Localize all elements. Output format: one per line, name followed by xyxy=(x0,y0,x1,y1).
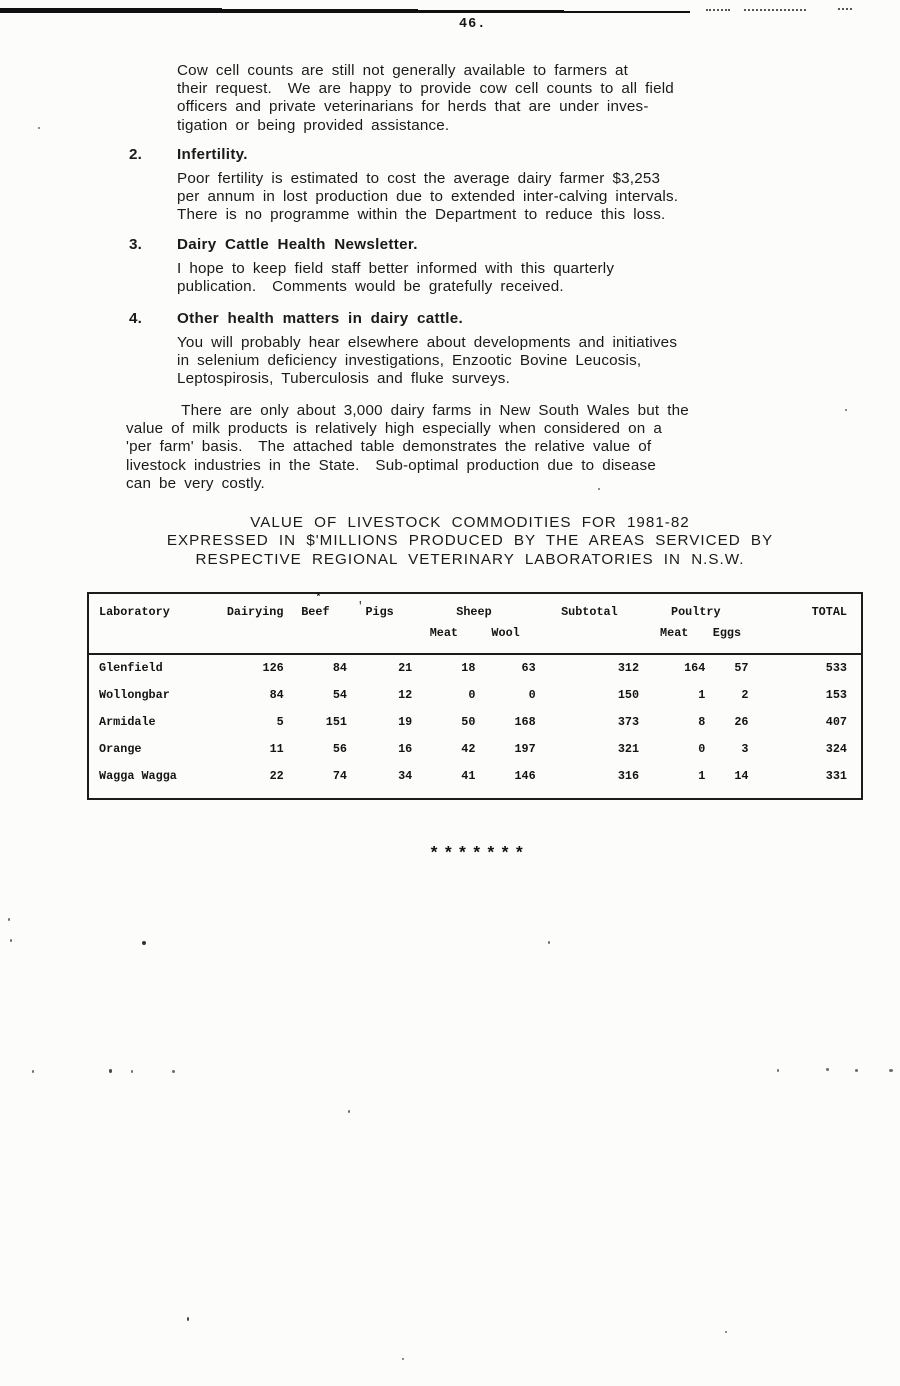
scan-speck xyxy=(777,1069,779,1072)
column-header-sheep: Sheep xyxy=(456,605,492,619)
section-heading: Infertility. xyxy=(177,146,248,163)
text-line: Poor fertility is estimated to cost the average dairy farmer $3,253 xyxy=(177,170,661,187)
value-cell: 3 xyxy=(741,741,749,756)
scan-speck xyxy=(402,1358,404,1360)
value-cell: 373 xyxy=(617,714,640,729)
section-heading: Other health matters in dairy cattle. xyxy=(177,310,463,327)
scan-speck xyxy=(187,1317,189,1321)
intro-paragraph xyxy=(177,62,674,135)
value-cell: 1 xyxy=(698,687,706,702)
scan-speck xyxy=(142,941,146,945)
scan-speck xyxy=(109,1069,112,1073)
value-cell: 153 xyxy=(825,687,847,702)
column-header-beef xyxy=(284,594,347,654)
value-cell: 16 xyxy=(398,741,413,756)
value-cell: 41 xyxy=(461,768,476,783)
scan-speck xyxy=(32,1070,34,1073)
value-cell: 84 xyxy=(269,687,284,702)
scan-speck xyxy=(10,939,12,942)
value-cell: 151 xyxy=(325,714,347,729)
value-cell: 316 xyxy=(617,768,640,783)
text-line: can be very costly. xyxy=(126,474,265,492)
text-line: officers and private veterinarians for herds that are under inves- xyxy=(177,98,649,116)
scan-bar-segment xyxy=(0,8,222,13)
text-line: RESPECTIVE REGIONAL VETERINARY LABORATORIES IN N.S.W. xyxy=(195,550,745,568)
value-cell: 407 xyxy=(825,714,847,729)
value-cell: 8 xyxy=(698,714,706,729)
text-line: EXPRESSED IN $'MILLIONS PRODUCED BY THE AREAS SERVICED BY xyxy=(166,532,774,550)
table-row xyxy=(89,681,861,708)
value-cell: 0 xyxy=(698,741,706,756)
scan-speck xyxy=(8,918,10,921)
section-number: 4. xyxy=(129,310,143,327)
value-cell: 42 xyxy=(461,741,476,756)
section-number: 3. xyxy=(129,236,143,253)
value-cell: 321 xyxy=(617,741,640,756)
scan-speck xyxy=(548,941,550,944)
value-cell: 324 xyxy=(825,741,847,756)
value-cell: 0 xyxy=(528,687,536,702)
column-header-sheep-meat: Meat xyxy=(429,626,459,640)
text-line: 'per farm' basis. The attached table demonstrates the relative value of xyxy=(126,438,652,456)
scan-bar-dash xyxy=(706,9,730,11)
scan-bar-segment xyxy=(414,10,564,13)
value-cell: 50 xyxy=(461,714,476,729)
value-cell: 1 xyxy=(698,768,706,783)
scan-speck xyxy=(172,1070,175,1073)
value-cell: 2 xyxy=(741,687,749,702)
value-cell: 18 xyxy=(461,661,476,675)
column-header-poultry-eggs: Eggs xyxy=(712,626,742,640)
livestock-value-table xyxy=(87,592,863,800)
column-header-dairying: Dairying xyxy=(226,605,284,619)
closing-paragraph xyxy=(126,402,689,493)
value-cell: 0 xyxy=(468,687,476,702)
laboratory-cell: Glenfield xyxy=(99,661,163,675)
value-cell: 19 xyxy=(398,714,413,729)
table-title xyxy=(40,514,900,569)
value-cell: 21 xyxy=(398,661,413,675)
laboratory-cell: Orange xyxy=(99,741,142,756)
scan-bar-dash xyxy=(744,9,806,11)
scan-stray-apostrophe: ' xyxy=(357,601,364,613)
scan-speck xyxy=(845,409,847,411)
value-cell: 11 xyxy=(269,741,284,756)
value-cell: 57 xyxy=(734,661,749,675)
value-cell: 12 xyxy=(398,687,413,702)
column-header-subtotal: Subtotal xyxy=(561,605,618,619)
table-row xyxy=(89,762,861,789)
value-cell: 63 xyxy=(521,661,536,675)
column-header-poultry-meat: Meat xyxy=(660,626,689,640)
text-line: There is no programme within the Department to reduce this loss. xyxy=(177,206,666,224)
asterisk-divider: ******* xyxy=(429,845,529,864)
text-line: per annum in lost production due to extended inter-calving intervals. xyxy=(177,188,679,206)
section-body xyxy=(177,170,678,225)
scan-speck xyxy=(725,1331,727,1333)
table-body xyxy=(89,654,861,789)
value-cell: 34 xyxy=(398,768,413,783)
text-line: Leptospirosis, Tuberculosis and fluke surveys. xyxy=(177,370,511,388)
text-line: their request. We are happy to provide cow cell counts to all field xyxy=(177,80,674,98)
column-header-pigs: Pigs xyxy=(365,605,394,619)
table-row xyxy=(89,708,861,735)
table-row xyxy=(89,735,861,762)
value-cell: 126 xyxy=(262,661,284,675)
text-line: VALUE OF LIVESTOCK COMMODITIES FOR 1981-82 xyxy=(250,514,690,531)
value-cell: 197 xyxy=(514,741,536,756)
beef-footnote-mark: * xyxy=(315,592,322,602)
column-header-beef-label: Beef xyxy=(301,605,330,619)
value-cell: 164 xyxy=(684,661,706,675)
value-cell: 533 xyxy=(825,661,847,675)
scan-bar-dash xyxy=(838,8,852,10)
scan-speck xyxy=(131,1070,133,1073)
value-cell: 56 xyxy=(332,741,347,756)
text-line: tigation or being provided assistance. xyxy=(177,116,450,134)
column-header-sheep-wool: Wool xyxy=(491,626,520,640)
value-cell: 54 xyxy=(332,687,347,702)
text-line: livestock industries in the State. Sub-optimal production due to disease xyxy=(126,456,656,474)
section-number: 2. xyxy=(129,146,143,163)
text-line: You will probably hear elsewhere about developments and initiatives xyxy=(177,334,678,351)
text-line: There are only about 3,000 dairy farms in New South Wales but the xyxy=(126,402,689,419)
column-header-total: TOTAL xyxy=(811,605,847,619)
laboratory-cell: Wollongbar xyxy=(99,687,170,702)
laboratory-cell: Armidale xyxy=(99,714,156,729)
value-cell: 150 xyxy=(617,687,640,702)
text-line: publication. Comments would be gratefully received. xyxy=(177,278,564,296)
text-line: value of milk products is relatively high especially when considered on a xyxy=(126,420,662,438)
value-cell: 5 xyxy=(276,714,284,729)
scan-speck xyxy=(598,488,600,490)
value-cell: 312 xyxy=(617,661,640,675)
text-line: Cow cell counts are still not generally available to farmers at xyxy=(177,62,629,79)
scan-speck xyxy=(826,1068,829,1071)
column-header-poultry: Poultry xyxy=(671,605,721,619)
section-heading: Dairy Cattle Health Newsletter. xyxy=(177,236,418,253)
page-number: 46. xyxy=(459,17,487,32)
scan-speck xyxy=(855,1069,858,1072)
value-cell: 26 xyxy=(734,714,749,729)
text-line: I hope to keep field staff better informed with this quarterly xyxy=(177,260,615,277)
value-cell: 14 xyxy=(734,768,749,783)
value-cell: 22 xyxy=(269,768,284,783)
laboratory-cell: Wagga Wagga xyxy=(99,768,177,783)
value-cell: 84 xyxy=(332,661,347,675)
section-body xyxy=(177,260,614,296)
value-cell: 146 xyxy=(514,768,536,783)
scan-bar-segment xyxy=(218,9,418,13)
scan-speck xyxy=(38,127,40,129)
value-cell: 331 xyxy=(825,768,847,783)
scan-speck xyxy=(348,1110,350,1113)
column-header-laboratory: Laboratory xyxy=(99,605,170,619)
section-body xyxy=(177,334,677,389)
table-row xyxy=(89,654,861,681)
text-line: in selenium deficiency investigations, Enzootic Bovine Leucosis, xyxy=(177,352,642,370)
scan-speck xyxy=(889,1069,893,1072)
value-cell: 74 xyxy=(332,768,347,783)
scan-bar-segment xyxy=(560,11,690,13)
value-cell: 168 xyxy=(514,714,536,729)
